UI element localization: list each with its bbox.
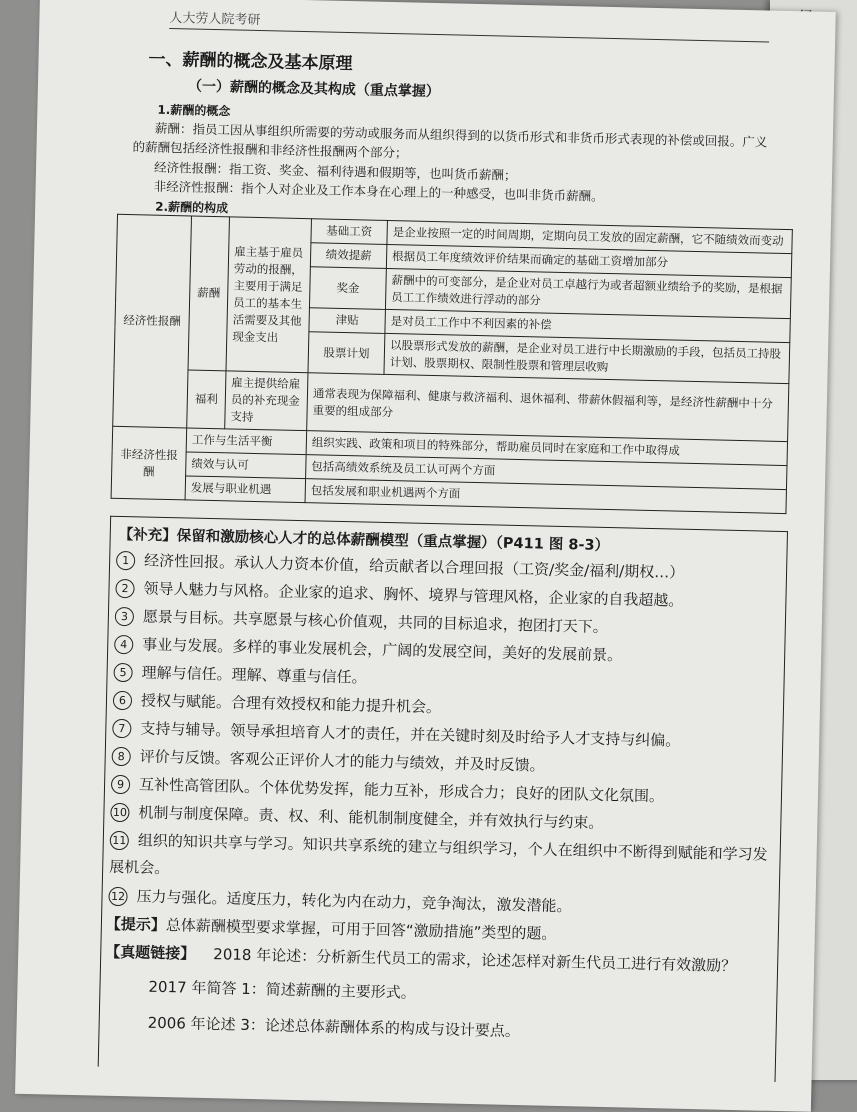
list-item-text: 组织的知识共享与学习。知识共享系统的建立与组织学习，个人在组织中不断得到赋能和学习发展机会。 bbox=[109, 831, 768, 878]
number-badge: 4 bbox=[114, 635, 133, 654]
non-economic-name: 工作与生活平衡 bbox=[186, 428, 307, 455]
non-economic-name: 绩效与认可 bbox=[186, 452, 307, 479]
list-item-text: 压力与强化。适度压力，转化为内在动力，竞争淘汰，激发潜能。 bbox=[136, 887, 572, 916]
number-badge: 6 bbox=[113, 691, 132, 710]
running-head bbox=[169, 7, 769, 43]
number-badge: 8 bbox=[112, 747, 131, 766]
composition-heading: 2.薪酬的构成 bbox=[155, 199, 229, 216]
concept-paragraph: 非经济性报酬：指个人对企业及工作本身在心理上的一种感受，也叫非货币薪酬。 bbox=[153, 178, 604, 204]
number-badge: 2 bbox=[115, 579, 134, 598]
list-item-text: 领导人魅力与风格。企业家的追求、胸怀、境界与管理风格，企业家的自我超越。 bbox=[143, 579, 684, 610]
supplement-title: 【补充】保留和激励核心人才的总体薪酬模型（重点掌握）（P411 图 8-3） bbox=[118, 526, 610, 555]
number-badge: 10 bbox=[110, 803, 129, 822]
salary-item-desc: 以股票形式发放的薪酬，是企业对员工进行中长期激励的手段，包括员工持股计划、股票期权、限制性股票和管理层收购 bbox=[384, 333, 790, 383]
number-badge: 11 bbox=[110, 831, 129, 850]
subsection-title: （一）薪酬的概念及其构成（重点掌握） bbox=[187, 78, 441, 101]
number-badge: 3 bbox=[115, 607, 134, 626]
list-item-text: 支持与辅导。领导承担培育人才的责任，并在关键时刻及时给予人才支持与纠偏。 bbox=[140, 719, 681, 750]
list-item-text: 评价与反馈。客观公正评价人才的能力与绩效，并及时反馈。 bbox=[139, 747, 545, 775]
list-item-text: 理解与信任。理解、尊重与信任。 bbox=[141, 663, 367, 687]
salary-item-desc: 薪酬中的可变部分，是企业对员工卓越行为或者超额业绩给予的奖励，是根据员工工作绩效进行浮动的部分 bbox=[385, 268, 791, 318]
welfare-desc: 雇主提供给雇员的补充现金支持 bbox=[225, 371, 308, 431]
number-badge: 12 bbox=[108, 887, 127, 906]
non-economic-name: 发展与职业机遇 bbox=[185, 476, 306, 503]
salary-item-name: 绩效提薪 bbox=[310, 243, 387, 269]
economic-label: 经济性报酬 bbox=[113, 214, 192, 428]
list-item-text: 愿景与目标。共享愿景与核心价值观，共同的目标追求，抱团打天下。 bbox=[142, 607, 609, 637]
exam-label: 【真题链接】 bbox=[105, 942, 196, 963]
number-badge: 1 bbox=[116, 551, 135, 570]
salary-item-name: 津贴 bbox=[309, 308, 386, 334]
exam-item: 2006 年论述 3：论述总体薪酬体系的构成与设计要点。 bbox=[147, 1013, 521, 1041]
list-item-text: 授权与赋能。合理有效授权和能力提升机会。 bbox=[140, 691, 442, 717]
concept-paragraph: 薪酬：指员工因从事组织所需要的劳动或服务而从组织得到的以货币形式和非货币形式表现的补偿或回报。广义的薪酬包括经济性报酬和非经济性报酬两个部分； bbox=[132, 120, 768, 161]
non-economic-desc: 包括发展和职业机遇两个方面 bbox=[305, 479, 786, 514]
list-item-text: 经济性回报。承认人力资本价值，给贡献者以合理回报（工资/奖金/福利/期权…） bbox=[143, 551, 685, 582]
non-economic-label: 非经济性报酬 bbox=[111, 426, 187, 500]
number-badge: 9 bbox=[111, 775, 130, 794]
list-item-text: 互补性高管团队。个体优势发挥，能力互补，形成合力；良好的团队文化氛围。 bbox=[138, 775, 665, 806]
supplement-box bbox=[98, 516, 788, 1082]
list-item-text: 事业与发展。多样的事业发展机会，广阔的发展空间，美好的发展前景。 bbox=[142, 635, 623, 665]
salary-item-name: 基础工资 bbox=[311, 219, 388, 245]
welfare-detail: 通常表现为保障福利、健康与救济福利、退休福利、带薪休假福利等，是经济性薪酬中十分重要的组成部分 bbox=[307, 373, 789, 442]
salary-label: 薪酬 bbox=[188, 216, 229, 371]
list-item-text: 机制与制度保障。责、权、利、能机制制度健全，并有效执行与约束。 bbox=[138, 803, 604, 832]
exam-item: 2018 年论述：分析新生代员工的需求，论述怎样对新生代员工进行有效激励？ bbox=[213, 945, 737, 976]
exam-item: 2017 年简答 1：简述薪酬的主要形式。 bbox=[148, 977, 416, 1002]
non-economic-desc: 包括高绩效系统及员工认可两个方面 bbox=[306, 455, 787, 490]
concept-paragraph: 经济性报酬：指工资、奖金、福利待遇和假期等，也叫货币薪酬； bbox=[153, 159, 517, 183]
composition-table bbox=[111, 214, 793, 514]
salary-item-desc: 是企业按照一定的时间周期，定期向员工发放的固定薪酬，它不随绩效而变动 bbox=[387, 220, 792, 253]
number-badge: 5 bbox=[113, 663, 132, 682]
salary-item-name: 奖金 bbox=[309, 267, 386, 310]
tip-label: 【提示】 bbox=[105, 914, 167, 935]
welfare-label: 福利 bbox=[187, 370, 226, 429]
salary-desc: 雇主基于雇员劳动的报酬，主要用于满足员工的基本生活需要及其他现金支出 bbox=[226, 217, 311, 373]
salary-item-name: 股票计划 bbox=[308, 332, 385, 375]
salary-item-desc: 根据员工年度绩效评价结果而确定的基础工资增加部分 bbox=[386, 244, 791, 277]
tip-text: 总体薪酬模型要求掌握，可用于回答“激励措施”类型的题。 bbox=[165, 916, 557, 943]
salary-item-desc: 是对员工工作中不利因素的补偿 bbox=[385, 309, 790, 342]
running-head-text: 人大劳人院考研 bbox=[169, 10, 261, 29]
book-page bbox=[15, 0, 836, 1112]
concept-heading: 1.薪酬的概念 bbox=[157, 102, 231, 119]
non-economic-desc: 组织实践、政策和项目的特殊部分，帮助雇员同时在家庭和工作中取得成 bbox=[306, 431, 787, 466]
number-badge: 7 bbox=[112, 719, 131, 738]
section-title: 一、薪酬的概念及基本原理 bbox=[148, 49, 353, 75]
